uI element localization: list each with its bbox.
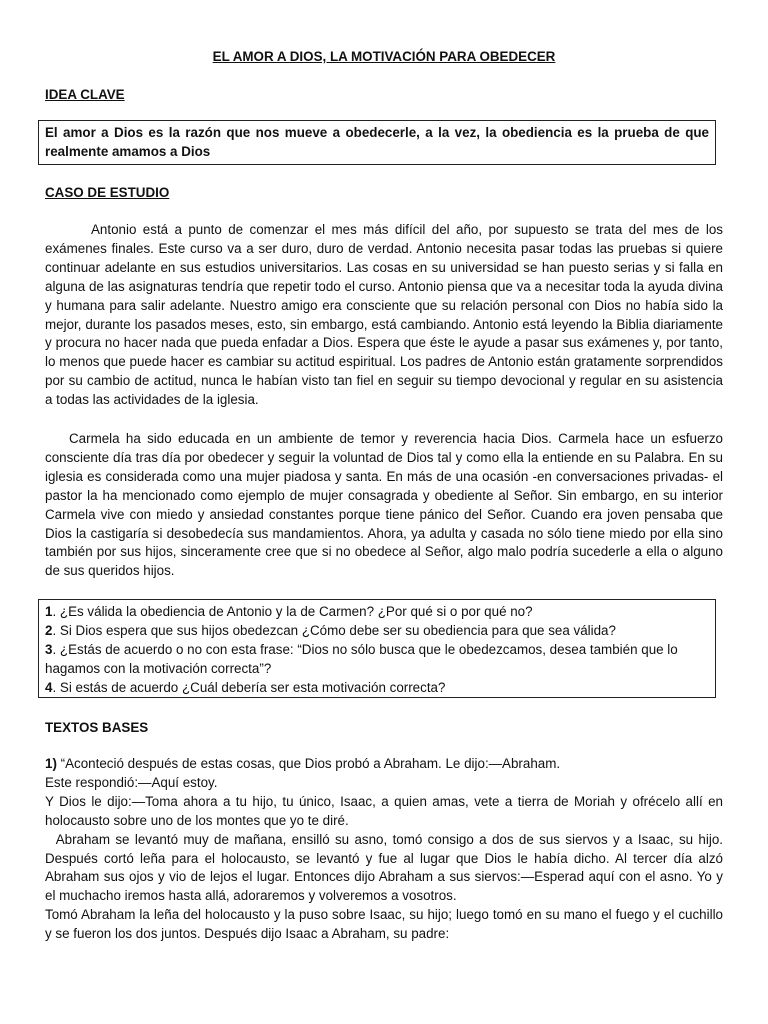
textos-bases-heading: TEXTOS BASES	[45, 720, 149, 735]
document-title: EL AMOR A DIOS, LA MOTIVACIÓN PARA OBEDECER	[212, 49, 556, 64]
scripture-line: Y Dios le dijo:—Toma ahora a tu hijo, tu único, Isaac, a quien amas, vete a tierra de Moriah y ofrécelo allí en holocausto sobre uno de los montes que yo te diré.	[45, 793, 723, 828]
caso-estudio-heading: CASO DE ESTUDIO	[45, 185, 170, 200]
questions-box	[38, 599, 716, 698]
textos-bases-body	[45, 755, 727, 944]
question-item: 4. Si estás de acuerdo ¿Cuál debería ser esta motivación correcta?	[45, 679, 446, 695]
case-paragraph-antonio: Antonio está a punto de comenzar el mes más difícil del año, por supuesto se trata del mes de los exámenes finales. Este curso va a ser duro, duro de verdad. Antonio necesita pasar todas las pruebas si quiere continuar adelante en sus estudios universitarios. Las cosas en su universidad se han puesto serias y si falla en alguna de las asignaturas tendría que repetir todo el curso. Antonio piensa que va a necesitar toda la ayuda divina y humana para salir adelante. Nuestro amigo era consciente que su relación personal con Dios no había sido la mejor, durante los pasados meses, esto, sin embargo, está cambiando. Antonio está leyendo la Biblia diariamente y procura no hacer nada que pueda enfadar a Dios. Espera que éste le ayude a pasar sus exámenes y, por tanto, lo menos que puede hacer es cambiar su actitud espiritual. Los padres de Antonio están gratamente sorprendidos por su cambio de actitud, nunca le habían visto tan fiel en seguir su tiempo devocional y regular en su asistencia a todas las actividades de la iglesia.	[45, 222, 723, 408]
question-item: 3. ¿Estás de acuerdo o no con esta frase: “Dios no sólo busca que le obedezcamos, desea también que lo hagamos con la motivación correcta”?	[45, 641, 678, 676]
idea-clave-text: El amor a Dios es la razón que nos mueve a obedecerle, a la vez, la obediencia es la prueba de que realmente amamos a Dios	[45, 125, 709, 159]
scripture-line: 1) “Aconteció después de estas cosas, que Dios probó a Abraham. Le dijo:—Abraham.	[45, 756, 561, 771]
question-item: 1. ¿Es válida la obediencia de Antonio y la de Carmen? ¿Por qué si o por qué no?	[45, 604, 533, 619]
scripture-line: Abraham se levantó muy de mañana, ensilló su asno, tomó consigo a dos de sus siervos y a Isaac, su hijo. Después cortó leña para el holocausto, se levantó y fue al lugar que Dios le había dicho. Al tercer día alzó Abraham sus ojos y vio de lejos el lugar. Entonces dijo Abraham a sus siervos:—Esperad aquí con el asno. Yo y el muchacho iremos hasta allá, adoraremos y volveremos a vosotros.	[45, 831, 727, 904]
scripture-line: Tomó Abraham la leña del holocausto y la puso sobre Isaac, su hijo; luego tomó en su mano el fuego y el cuchillo y se fueron los dos juntos. Después dijo Isaac a Abraham, su padre:	[45, 907, 723, 942]
idea-clave-heading: IDEA CLAVE	[45, 87, 125, 102]
idea-clave-box	[38, 120, 716, 165]
question-item: 2. Si Dios espera que sus hijos obedezcan ¿Cómo debe ser su obediencia para que sea válida?	[45, 622, 616, 638]
case-paragraph-carmela: Carmela ha sido educada en un ambiente de temor y reverencia hacia Dios. Carmela hace un esfuerzo consciente día tras día por obedecer y seguir la voluntad de Dios tal y como ella la entiende en su Palabra. En su iglesia es considerada como una mujer piadosa y santa. En más de una ocasión -en conversaciones privadas- el pastor la ha mencionado como ejemplo de mujer consagrada y obediente al Señor. Sin embargo, en su interior Carmela vive con miedo y ansiedad constantes porque tiene pánico del Señor. Cuando era joven pensaba que Dios la castigaría si desobedecía sus mandamientos. Ahora, ya adulta y casada no sólo tiene miedo por ella sino también por sus hijos, sinceramente cree que si no obedece al Señor, algo malo podría sucederle a ella o alguno de sus queridos hijos.	[45, 431, 723, 579]
scripture-line: Este respondió:—Aquí estoy.	[45, 774, 218, 790]
